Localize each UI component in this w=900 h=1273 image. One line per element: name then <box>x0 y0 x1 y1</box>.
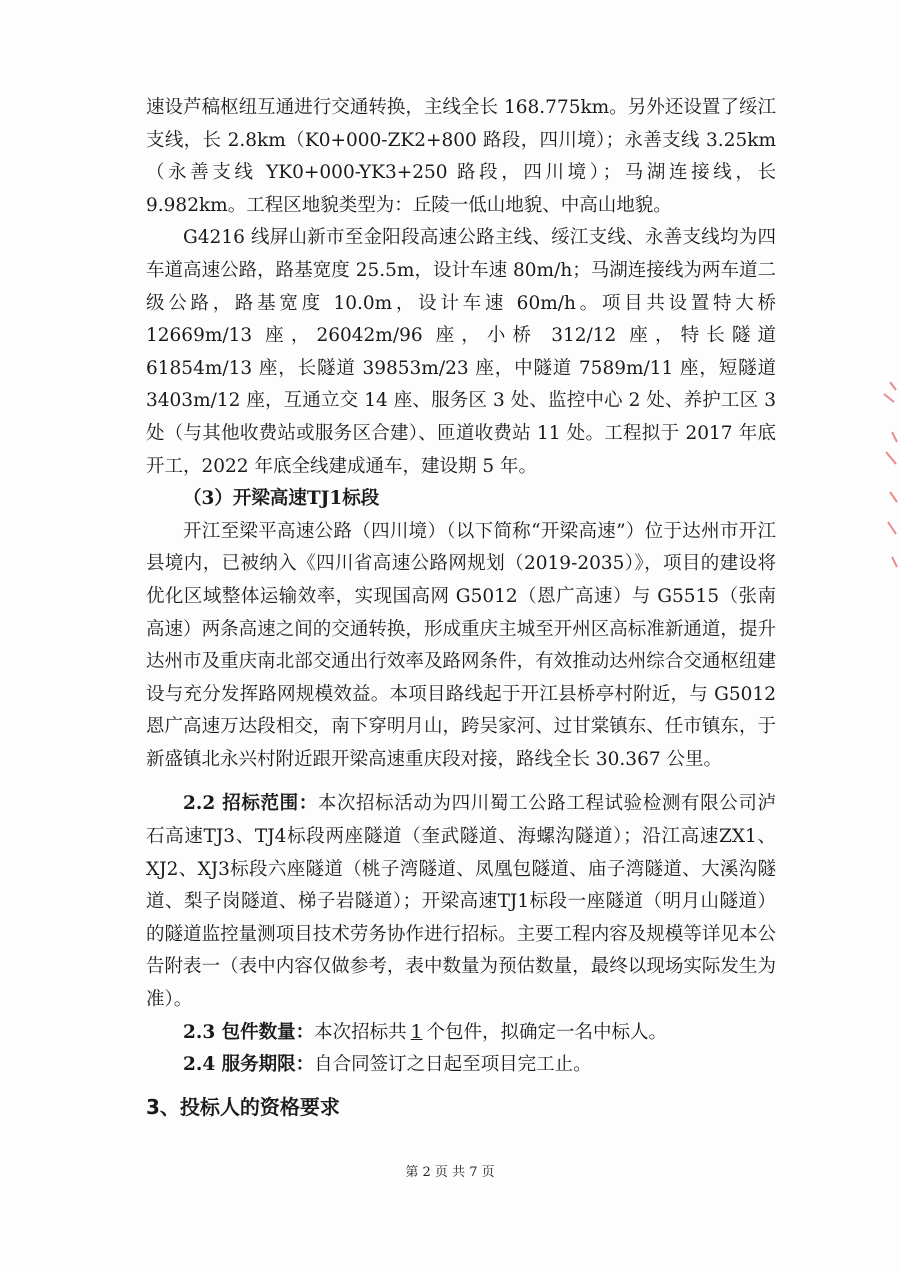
paragraph-g4216-details: G4216 线屏山新市至金阳段高速公路主线、绥江支线、永善支线均为四车道高速公路，路基宽度 25.5m，设计车速 80m/h；马湖连接线为两车道二级公路，路基宽度 10.0m，设计车速 60m/h。项目共设置特大桥 12669m/13 座，26042m/96 座，小桥 312/12 座，特长隧道 61854m/13 座，长隧道 39853m/23 座，中隧道 7589m/11 座，短隧道 3403m/12 座，互通立交 14 座、服务区 3 处、监控中心 2 处、养护工区 3 处（与其他收费站或服务区合建）、匝道收费站 11 处。工程拟于 2017 年底开工，2022 年底全线建成通车，建设期 5 年。 <box>146 227 776 477</box>
package-count-label: 2.3 包件数量： <box>183 1021 315 1043</box>
spacer <box>146 776 776 788</box>
section-heading-bidder-qualifications: 3、投标人的资格要求 <box>146 1094 340 1119</box>
seal-stamp-edge <box>880 372 898 572</box>
item-service-period <box>146 1049 776 1082</box>
package-count-text-before: 本次招标共 <box>314 1021 407 1043</box>
item-bidding-scope <box>146 788 776 1016</box>
package-count-value: 1 <box>410 1021 423 1043</box>
bidding-scope-text: 本次招标活动为四川蜀工公路工程试验检测有限公司泸石高速TJ3、TJ4标段两座隧道（奎武隧道、海螺沟隧道）；沿江高速ZX1、XJ2、XJ3标段六座隧道（桃子湾隧道、凤凰包隧道、庙子湾隧道、大溪沟隧道、梨子岗隧道、梯子岩隧道）；开梁高速TJ1标段一座隧道（明月山隧道）的隧道监控量测项目技术劳务协作进行招标。主要工程内容及规模等详见本公告附表一（表中内容仅做参考，表中数量为预估数量，最终以现场实际发生为准）。 <box>146 793 776 1011</box>
subheading-kailiang-tj1: （3）开梁高速TJ1标段 <box>183 488 380 510</box>
service-period-text: 自合同签订之日起至项目完工止。 <box>314 1054 592 1076</box>
document-body <box>146 92 776 1124</box>
paragraph-project-overview-continued: 速设芦稿枢纽互通进行交通转换，主线全长 168.775km。另外还设置了绥江支线，长 2.8km（K0+000-ZK2+800 路段，四川境）；永善支线 3.25km（永善支线 YK0+000-YK3+250 路段，四川境）；马湖连接线，长 9.982km。工程区地貌类型为：丘陵一低山地貌、中高山地貌。 <box>146 97 776 216</box>
bidding-scope-label: 2.2 招标范围： <box>183 793 318 815</box>
page-footer: 第 2 页 共 7 页 <box>405 1165 495 1180</box>
package-count-text-after: 个包件，拟确定一名中标人。 <box>426 1021 667 1043</box>
paragraph-kailiang-details: 开江至梁平高速公路（四川境）（以下简称“开梁高速”）位于达州市开江县境内，已被纳入《四川省高速公路网规划（2019-2035）》，项目的建设将优化区域整体运输效率，实现国高网 G5012（恩广高速）与 G5515（张南高速）两条高速之间的交通转换，形成重庆主城至开州区高标准新通道，提升达州市及重庆南北部交通出行效率及路网条件，有效推动达州综合交通枢纽建设与充分发挥路网规模效益。本项目路线起于开江县桥亭村附近，与 G5012 恩广高速万达段相交，南下穿明月山，跨吴家河、过甘棠镇东、任市镇东，于新盛镇北永兴村附近跟开梁高速重庆段对接，路线全长 30.367 公里。 <box>146 520 776 770</box>
item-package-count <box>146 1017 776 1050</box>
service-period-label: 2.4 服务期限： <box>183 1054 315 1076</box>
